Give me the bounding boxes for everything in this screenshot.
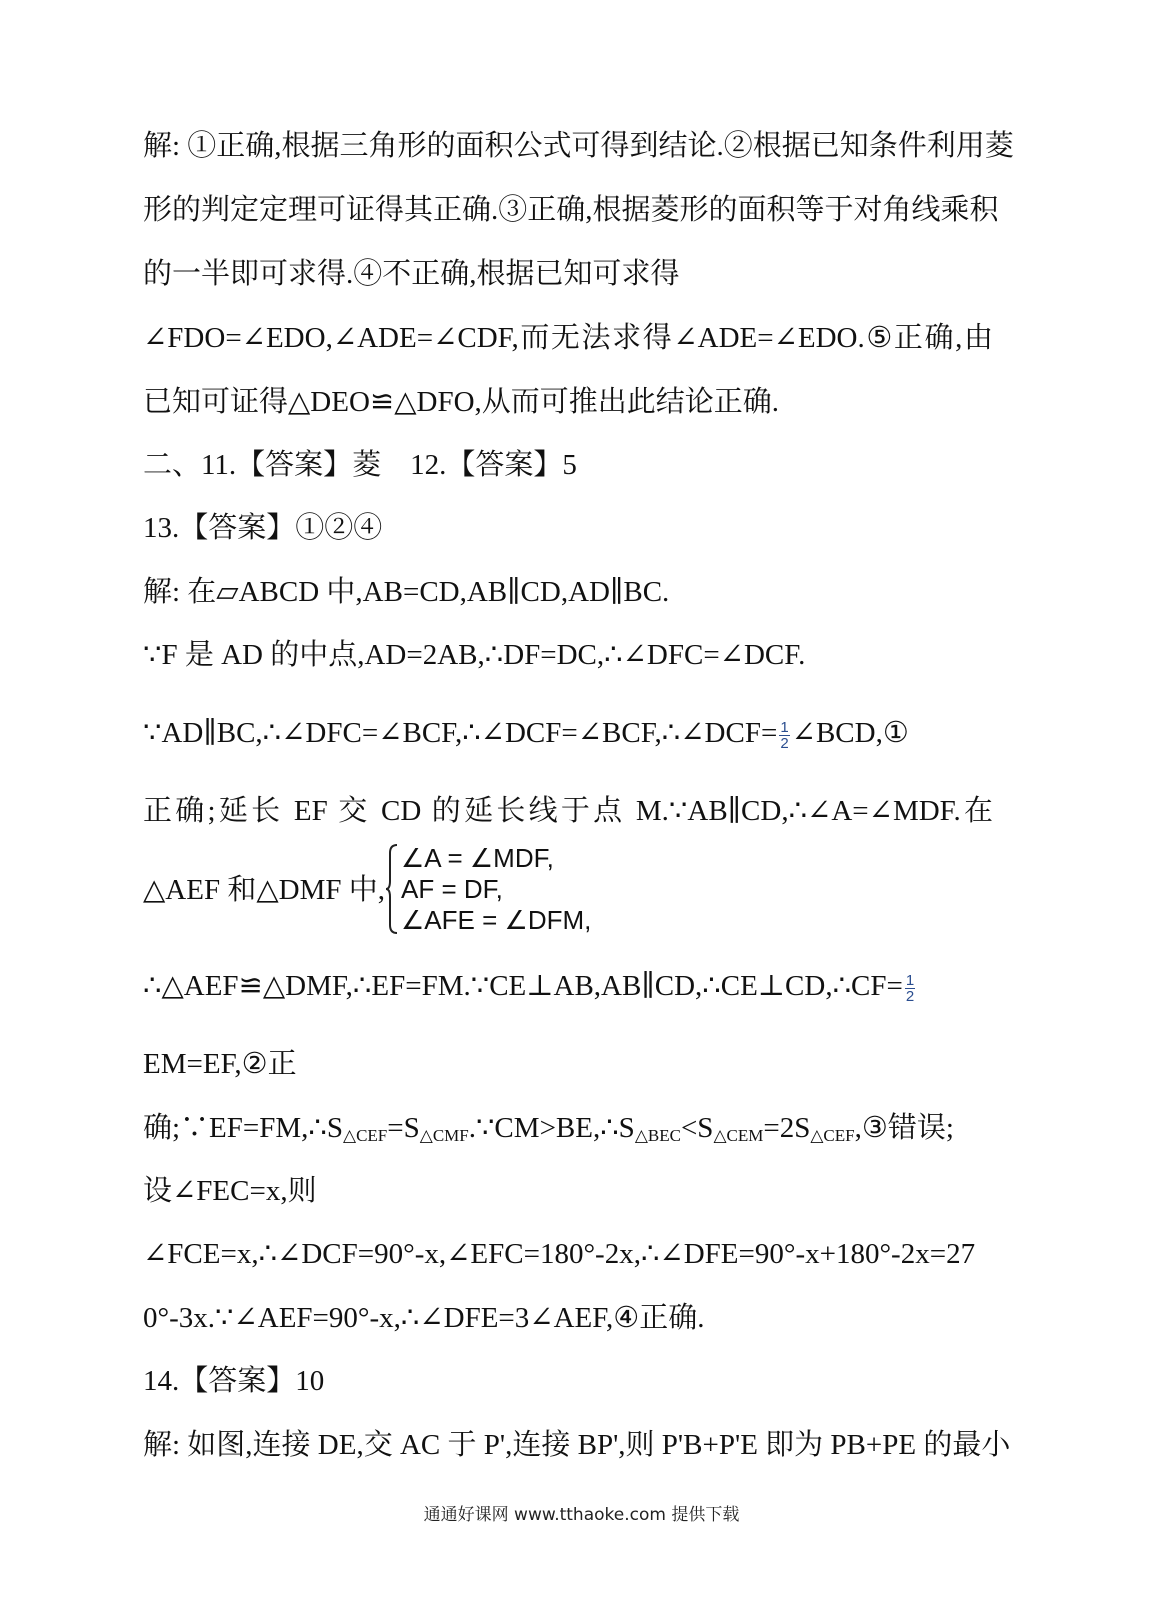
text-line: 的一半即可求得.④不正确,根据已知可求得 <box>143 258 680 290</box>
equation-line: ∠A = ∠MDF, <box>401 843 554 873</box>
text-line: EM=EF,②正 <box>143 1048 297 1080</box>
text-line: 二、11.【答案】菱 12.【答案】5 <box>143 449 577 481</box>
equation-line: AF = DF, <box>401 874 503 904</box>
text-line: △AEF 和△DMF 中, <box>143 874 385 906</box>
text-line: ∵F 是 AD 的中点,AD=2AB,∴DF=DC,∴∠DFC=∠DCF. <box>143 639 806 671</box>
fraction <box>779 720 789 751</box>
text-line: 解: 在▱ABCD 中,AB=CD,AB∥CD,AD∥BC. <box>143 576 670 608</box>
text-segment: 确;∵EF=FM,∴S <box>143 1112 343 1144</box>
text-line <box>143 715 909 751</box>
text-segment: ∴△AEF≌△DMF,∴EF=FM.∵CE⊥AB,AB∥CD,∴CE⊥CD,∴CF= <box>143 970 903 1002</box>
text-segment: =2S <box>763 1112 811 1144</box>
text-line: ∠FCE=x,∴∠DCF=90°-x,∠EFC=180°-2x,∴∠DFE=90°-x+180°-2x=27 <box>143 1238 976 1270</box>
text-line: 解: 如图,连接 DE,交 AC 于 P',连接 BP',则 P'B+P'E 即为 PB+PE 的最小 <box>143 1429 1011 1461</box>
text-line <box>143 968 917 1004</box>
text-segment: ,③错误; <box>854 1112 954 1144</box>
equation-line: ∠AFE = ∠DFM, <box>401 905 592 935</box>
text-line: 已知可证得△DEO≌△DFO,从而可推出此结论正确. <box>143 386 780 418</box>
subscript: △BEC <box>634 1126 681 1145</box>
text-line: ∠FDO=∠EDO,∠ADE=∠CDF,而无法求得∠ADE=∠EDO.⑤正确,由 <box>143 322 993 354</box>
left-brace-icon <box>385 843 399 935</box>
text-line: 13.【答案】①②④ <box>143 512 383 544</box>
fraction-numerator: 1 <box>780 718 789 736</box>
text-line: 形的判定定理可证得其正确.③正确,根据菱形的面积等于对角线乘积 <box>143 194 999 226</box>
fraction <box>905 973 915 1004</box>
fraction-denominator: 2 <box>905 987 915 1005</box>
subscript: △CEF <box>343 1126 388 1145</box>
text-segment: <S <box>680 1112 714 1144</box>
text-segment: ∠BCD,① <box>791 717 909 749</box>
text-line: 设∠FEC=x,则 <box>143 1175 317 1207</box>
subscript: △CEF <box>810 1126 855 1145</box>
text-line: 解: ①正确,根据三角形的面积公式可得到结论.②根据已知条件利用菱 <box>143 130 1014 162</box>
text-line: 正确;延长 EF 交 CD 的延长线于点 M.∵AB∥CD,∴∠A=∠MDF.在 <box>143 795 993 827</box>
page-footer: 通通好课网 www.tthaoke.com 提供下载 <box>423 1505 740 1525</box>
text-segment: ∵AD∥BC,∴∠DFC=∠BCF,∴∠DCF=∠BCF,∴∠DCF= <box>143 717 778 749</box>
text-segment: .∵CM>BE,∴S <box>468 1112 635 1144</box>
text-line: 0°-3x.∵∠AEF=90°-x,∴∠DFE=3∠AEF,④正确. <box>143 1302 705 1334</box>
subscript: △CEM <box>713 1126 764 1145</box>
fraction-numerator: 1 <box>905 971 915 989</box>
text-segment: =S <box>387 1112 420 1144</box>
text-line <box>143 1110 954 1154</box>
subscript: △CMF <box>419 1126 469 1145</box>
fraction-denominator: 2 <box>780 734 789 752</box>
text-line: 14.【答案】10 <box>143 1365 325 1397</box>
